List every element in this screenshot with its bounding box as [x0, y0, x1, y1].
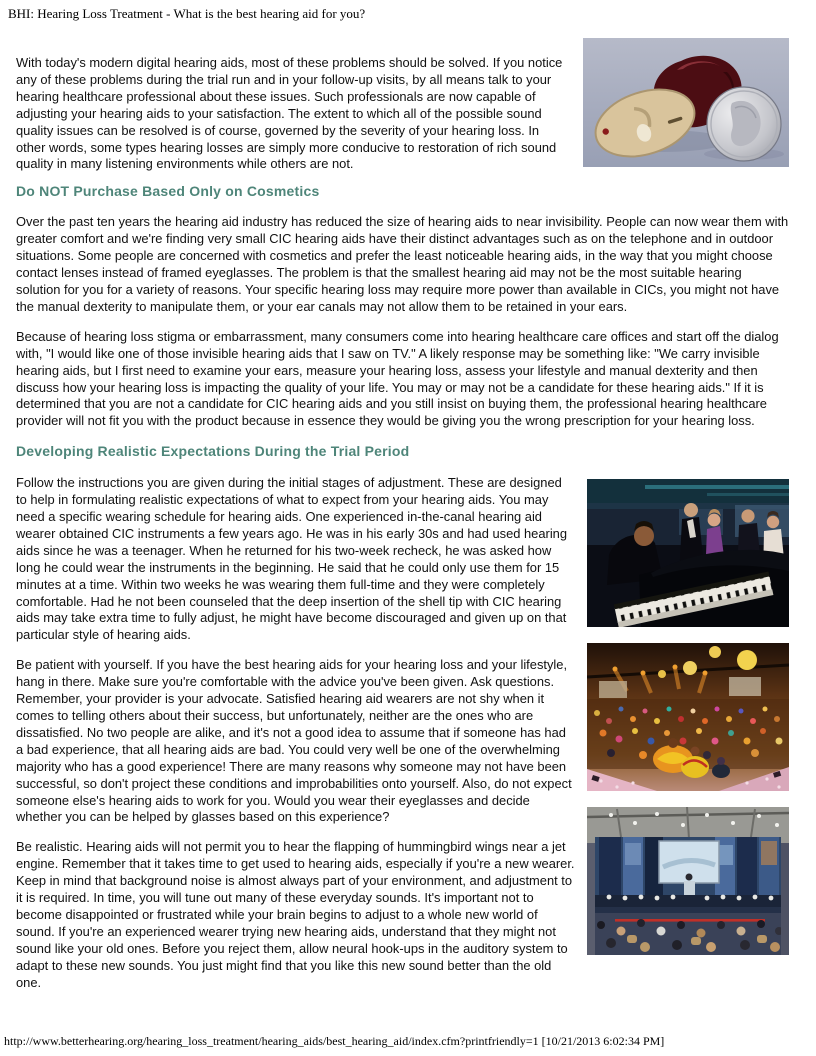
footer-url: http://www.betterhearing.org/hearing_loss_treatment/hearing_aids/best_hearing_aid/index.cfm?printfriendly=1 [10/21/2013 6:02:34 PM] [4, 1034, 665, 1048]
heading-expectations: Developing Realistic Expectations During the Trial Period [16, 443, 410, 460]
photo-stack [587, 479, 789, 971]
article-content [16, 38, 789, 1005]
paragraph-expectations-1: Follow the instructions you are given during the initial stages of adjustment. These are designed to help in formulating realistic expectations of what to expect from your hearing aids. You may need a specific wearing schedule for hearing aids. One experienced in-the-canal hearing aid wearer obtained CIC instruments a few years ago. He was in his early 30s and had used hearing aids since he was a teenager. When he returned for his two-week recheck, he was asked how long he could wear the instruments in the beginning. He said that he could only use them for 15 minutes at a time. Within two weeks he was wearing them full-time and they were completely comfortable. Had he not been counseled that the deep insertion of the shell tip with CIC hearing aids may take extra time to fully adjust, he might have become discouraged and given up on that particular style of hearing aids. [16, 475, 568, 643]
paragraph-cosmetics-2: Because of hearing loss stigma or embarrassment, many consumers come into hearing healthcare care offices and start off the dialog with, "I would like one of those invisible hearing aids that I saw on TV." A likely response may be something like: "We carry invisible hearing aids, but I first need to examine your ears, measure your hearing loss, assess your lifestyle and manual dexterity and then discuss how your hearing loss is impacting the quality of your life. You may or may not be a candidate for these hearing aids." If it is determined that you are not a candidate for CIC hearing aids and you still insist on buying them, the professional hearing healthcare provider will not fit you with the product because in essence they would be giving you the wrong prescription for your hearing loss. [16, 328, 779, 429]
paragraph-cosmetics-1: Over the past ten years the hearing aid industry has reduced the size of hearing aids to near invisibility. People can now wear them with greater comfort and we're finding very small CIC hearing aids have their distinct advantages such as on the telephone and in outdoor situations. Some people are concerned with cosmetics and prefer the least noticeable hearing aids, in the way that you might choose contact lenses instead of framed eyeglasses. The problem is that the smallest hearing aid may not be the most suitable hearing solution for you for a variety of reasons. Your specific hearing loss may require more power than available in CICs, you might not have the manual dexterity to manipulate them, or your ear canals may not allow them to be retained in your ears. [16, 214, 789, 314]
hearing-aid-photo [583, 38, 789, 167]
page-title: BHI: Hearing Loss Treatment - What is the best hearing aid for you? [8, 6, 366, 21]
conference-hall-photo [587, 807, 789, 955]
heading-cosmetics: Do NOT Purchase Based Only on Cosmetics [16, 183, 320, 200]
paragraph-expectations-2: Be patient with yourself. If you have the best hearing aids for your hearing loss and your lifestyle, hang in there. Make sure you're comfortable with the advice you've been given. Ask questions. Remember, your provider is your advocate. Satisfied hearing aid wearers are not shy when it comes to telling others about their success, but unfortunately, neither are the ones who are dissatisfied. No two people are alike, and it's not a good idea to assume that if someone has had a bad experience, that all hearing aids are bad. You could very well be one of the overwhelming majority who has a good experience! There are many reasons why someone may not have been successful, so don't project these conditions and improbabilities onto yourself. Also, do not expect someone else's hearing aids to work for you. Would you wear their eyeglasses and decide whether you can be helped by glasses based on this experience? [16, 657, 572, 825]
ballroom-crowd-photo [587, 643, 789, 791]
piano-lounge-photo [587, 479, 789, 627]
paragraph-intro: With today's modern digital hearing aids, most of these problems should be solved. If you notice any of these problems during the trial run and in your follow-up visits, by all means talk to your hearing healthcare professional about these issues. Such professionals are now capable of adjusting your hearing aids to your satisfaction. The extent to which all of the possible sound quality issues can be resolved is of course, governed by the severity of your hearing loss. In other words, some types hearing losses are simply more conducive to restoration of rich sound quality in many listening environments while others are not. [16, 55, 563, 172]
paragraph-expectations-3: Be realistic. Hearing aids will not permit you to hear the flapping of hummingbird wings near a jet engine. Remember that it takes time to get used to hearing aids, especially if you're a new wearer. Keep in mind that background noise is almost always part of your environment, and adjustment to it is required. In time, you will tune out many of these everyday sounds. It's important not to become disappointed or frustrated while your brain begins to adjust to a whole new world of sound. If you're an experienced wearer trying new hearing aids, understand that they might not sound like your old ones. Before you reject them, allow neural hook-ups in the auditory system to adapt to these new sounds. You just might find that you like this new sound better than the old one. [16, 839, 575, 990]
